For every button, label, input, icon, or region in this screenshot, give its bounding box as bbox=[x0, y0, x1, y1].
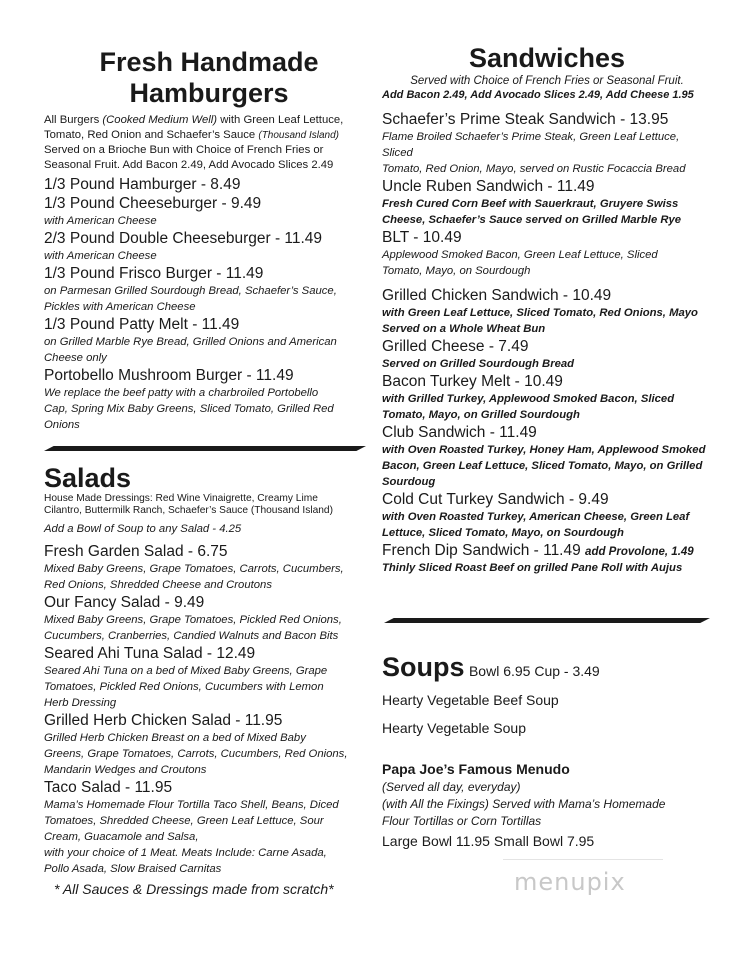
sandwich-item-name: Club Sandwich - 11.49 bbox=[382, 424, 537, 441]
sandwiches-addons: Add Bacon 2.49, Add Avocado Slices 2.49, Add Cheese 1.95 bbox=[382, 89, 694, 101]
right-column bbox=[382, 0, 712, 576]
burger-item bbox=[44, 229, 374, 264]
sandwich-item-desc: Served on a Whole Wheat Bun bbox=[382, 323, 546, 335]
soups-section bbox=[382, 652, 712, 852]
intro-part: Seasonal Fruit. Add Bacon 2.49, Add Avocado Slices 2.49 bbox=[44, 158, 334, 171]
french-dip-name: French Dip Sandwich - 11.49 bbox=[382, 542, 581, 559]
sandwich-item-desc: Thinly Sliced Roast Beef on grilled Pane Roll with Aujus bbox=[382, 562, 683, 574]
intro-part: with Green Leaf Lettuce, bbox=[217, 114, 344, 126]
sandwich-item-desc: with Oven Roasted Turkey, American Cheese, Green Leaf bbox=[382, 511, 690, 523]
salad-item-desc: Mixed Baby Greens, Grape Tomatoes, Pickled Red Onions, bbox=[44, 614, 342, 626]
salads-dressings: Cilantro, Buttermilk Ranch, Schaefer’s Sauce (Thousand Island) bbox=[44, 505, 333, 516]
burgers-title-line1: Fresh Handmade bbox=[99, 47, 319, 77]
intro-part: (Cooked Medium Well) bbox=[102, 114, 218, 126]
salad-item bbox=[44, 644, 374, 711]
sandwich-item-desc: with Oven Roasted Turkey, Honey Ham, Applewood Smoked bbox=[382, 444, 706, 456]
salad-item-desc: Mixed Baby Greens, Grape Tomatoes, Carrots, Cucumbers, bbox=[44, 563, 344, 575]
salads-soup-note: Add a Bowl of Soup to any Salad - 4.25 bbox=[44, 523, 242, 535]
burger-item-desc: We replace the beef patty with a charbroiled Portobello bbox=[44, 387, 319, 399]
salad-item-name: Seared Ahi Tuna Salad - 12.49 bbox=[44, 645, 256, 662]
salad-item-desc: Mama’s Homemade Flour Tortilla Taco Shell, Beans, Diced bbox=[44, 799, 339, 811]
salad-item-name: Taco Salad - 11.95 bbox=[44, 779, 173, 796]
sandwich-item-desc: Lettuce, Sliced Tomato, Mayo, on Sourdough bbox=[382, 527, 624, 539]
burger-item-desc: Pickles with American Cheese bbox=[44, 301, 196, 313]
sandwich-item-desc: Bacon, Green Leaf Lettuce, Sliced Tomato, Mayo, on Grilled bbox=[382, 460, 703, 472]
burger-item-name: Portobello Mushroom Burger - 11.49 bbox=[44, 367, 294, 384]
sandwich-item bbox=[382, 286, 712, 337]
salad-item-desc: Grilled Herb Chicken Breast on a bed of Mixed Baby bbox=[44, 732, 306, 744]
burgers-title-line2: Hamburgers bbox=[129, 78, 289, 108]
sandwich-item-desc: Flame Broiled Schaefer’s Prime Steak, Green Leaf Lettuce, Sliced bbox=[382, 131, 680, 159]
sandwich-item-name: Cold Cut Turkey Sandwich - 9.49 bbox=[382, 491, 609, 508]
soup-item: Hearty Vegetable Beef Soup bbox=[382, 692, 559, 708]
burger-item-desc: Onions bbox=[44, 419, 80, 431]
burger-item-desc: on Grilled Marble Rye Bread, Grilled Onions and American bbox=[44, 336, 337, 348]
salads-footer: * All Sauces & Dressings made from scratch* bbox=[54, 881, 334, 897]
sandwich-item bbox=[382, 372, 712, 423]
sandwich-item-name: Bacon Turkey Melt - 10.49 bbox=[382, 373, 563, 390]
salad-item-desc: Herb Dressing bbox=[44, 697, 117, 709]
salad-item-desc: Mandarin Wedges and Croutons bbox=[44, 764, 207, 776]
salad-item-name: Grilled Herb Chicken Salad - 11.95 bbox=[44, 712, 283, 729]
salad-item-desc: Red Onions, Shredded Cheese and Croutons bbox=[44, 579, 272, 591]
salad-item-desc: Seared Ahi Tuna on a bed of Mixed Baby Greens, Grape bbox=[44, 665, 328, 677]
sandwich-item bbox=[382, 177, 712, 228]
salad-item bbox=[44, 593, 374, 644]
burger-item-desc: with American Cheese bbox=[44, 250, 157, 262]
sandwich-item bbox=[382, 490, 712, 541]
salad-item bbox=[44, 711, 374, 778]
soups-title: Soups bbox=[382, 652, 465, 682]
burger-item bbox=[44, 264, 374, 315]
sandwich-item-name: Grilled Cheese - 7.49 bbox=[382, 338, 529, 355]
menudo-price: Large Bowl 11.95 Small Bowl 7.95 bbox=[382, 833, 595, 849]
salad-item-name: Fresh Garden Salad - 6.75 bbox=[44, 543, 228, 560]
salad-item-name: Our Fancy Salad - 9.49 bbox=[44, 594, 205, 611]
salad-item-desc: Pollo Asada, Slow Braised Carnitas bbox=[44, 863, 222, 875]
salad-item-desc: with your choice of 1 Meat. Meats Include: Carne Asada, bbox=[44, 847, 327, 859]
sandwich-item-name bbox=[382, 541, 712, 560]
sandwich-item bbox=[382, 337, 712, 372]
menudo-desc: (with All the Fixings) Served with Mama’s Homemade bbox=[382, 797, 666, 811]
menudo-desc: (Served all day, everyday) bbox=[382, 780, 521, 794]
sandwich-item bbox=[382, 228, 712, 279]
soups-price: Bowl 6.95 Cup - 3.49 bbox=[468, 663, 600, 679]
salad-item-desc: Cucumbers, Cranberries, Candied Walnuts and Bacon Bits bbox=[44, 630, 339, 642]
burger-item-name: 1/3 Pound Frisco Burger - 11.49 bbox=[44, 265, 264, 282]
burger-item-name: 2/3 Pound Double Cheeseburger - 11.49 bbox=[44, 230, 323, 247]
sandwich-item-name: Schaefer’s Prime Steak Sandwich - 13.95 bbox=[382, 111, 669, 128]
watermark-logo: menupix bbox=[514, 868, 626, 896]
section-divider bbox=[384, 618, 710, 623]
salad-item bbox=[44, 778, 374, 877]
burger-item-name: 1/3 Pound Cheeseburger - 9.49 bbox=[44, 195, 262, 212]
sandwich-item-desc: Tomato, Mayo, on Grilled Sourdough bbox=[382, 409, 580, 421]
burger-item-desc: on Parmesan Grilled Sourdough Bread, Schaefer’s Sauce, bbox=[44, 285, 337, 297]
intro-part: Tomato, Red Onion and Schaefer’s Sauce bbox=[44, 128, 259, 141]
salad-item-desc: Tomatoes, Pickled Red Onions, Cucumbers with Lemon bbox=[44, 681, 324, 693]
left-column bbox=[44, 0, 374, 433]
burger-item-desc: Cheese only bbox=[44, 352, 107, 364]
burgers-intro bbox=[44, 113, 374, 172]
burger-item bbox=[44, 194, 374, 229]
sandwich-item-desc: Fresh Cured Corn Beef with Sauerkraut, Gruyere Swiss bbox=[382, 198, 679, 210]
sandwich-item-desc: Served on Grilled Sourdough Bread bbox=[382, 358, 575, 370]
sandwich-item-name: BLT - 10.49 bbox=[382, 229, 462, 246]
sandwich-item bbox=[382, 110, 712, 177]
sandwich-item-desc: with Green Leaf Lettuce, Sliced Tomato, Red Onions, Mayo bbox=[382, 307, 698, 319]
burger-item-desc: with American Cheese bbox=[44, 215, 157, 227]
section-divider bbox=[44, 446, 366, 451]
sandwich-item-desc: Applewood Smoked Bacon, Green Leaf Lettuce, Sliced bbox=[382, 249, 658, 261]
intro-part: Served on a Brioche Bun with Choice of French Fries or bbox=[44, 144, 324, 156]
sandwiches-title: Sandwiches bbox=[468, 43, 626, 73]
sandwich-item-desc: with Grilled Turkey, Applewood Smoked Bacon, Sliced bbox=[382, 393, 675, 405]
sandwich-item-desc: Cheese, Schaefer’s Sauce served on Grilled Marble Rye bbox=[382, 214, 682, 226]
salads-section bbox=[44, 463, 374, 899]
salads-dressings: House Made Dressings: Red Wine Vinaigrette, Creamy Lime bbox=[44, 493, 318, 504]
burger-item bbox=[44, 175, 374, 194]
sandwich-item-desc: Tomato, Mayo, on Sourdough bbox=[382, 265, 531, 277]
menudo-title: Papa Joe’s Famous Menudo bbox=[382, 761, 570, 777]
salads-title: Salads bbox=[44, 463, 132, 493]
sandwich-item-name: Uncle Ruben Sandwich - 11.49 bbox=[382, 178, 595, 195]
salad-item-desc: Cream, Guacamole and Salsa, bbox=[44, 831, 199, 843]
salad-item-desc: Tomatoes, Shredded Cheese, Green Leaf Lettuce, Sour bbox=[44, 815, 324, 827]
sandwich-item bbox=[382, 423, 712, 490]
soups-header bbox=[382, 652, 712, 682]
sandwich-item-name: Grilled Chicken Sandwich - 10.49 bbox=[382, 287, 612, 304]
sandwich-item-desc: Tomato, Red Onion, Mayo, served on Rustic Focaccia Bread bbox=[382, 163, 686, 175]
burger-item-name: 1/3 Pound Hamburger - 8.49 bbox=[44, 176, 241, 193]
sandwich-item-desc: Sourdoug bbox=[382, 476, 436, 488]
soup-item: Hearty Vegetable Soup bbox=[382, 720, 526, 736]
burger-item bbox=[44, 366, 374, 433]
watermark-line bbox=[503, 859, 663, 860]
burger-item bbox=[44, 315, 374, 366]
menudo-desc: Flour Tortillas or Corn Tortillas bbox=[382, 814, 542, 828]
intro-part: (Thousand Island) bbox=[258, 129, 339, 141]
burger-item-desc: Cap, Spring Mix Baby Greens, Sliced Tomato, Grilled Red bbox=[44, 403, 334, 415]
salad-item bbox=[44, 542, 374, 593]
intro-part: All Burgers bbox=[44, 114, 103, 126]
burger-item-name: 1/3 Pound Patty Melt - 11.49 bbox=[44, 316, 240, 333]
sandwich-item bbox=[382, 541, 712, 576]
salad-item-desc: Greens, Grape Tomatoes, Carrots, Cucumbers, Red Onions, bbox=[44, 748, 348, 760]
french-dip-addon: add Provolone, 1.49 bbox=[585, 546, 694, 558]
sandwiches-subtitle: Served with Choice of French Fries or Seasonal Fruit. bbox=[410, 75, 684, 87]
